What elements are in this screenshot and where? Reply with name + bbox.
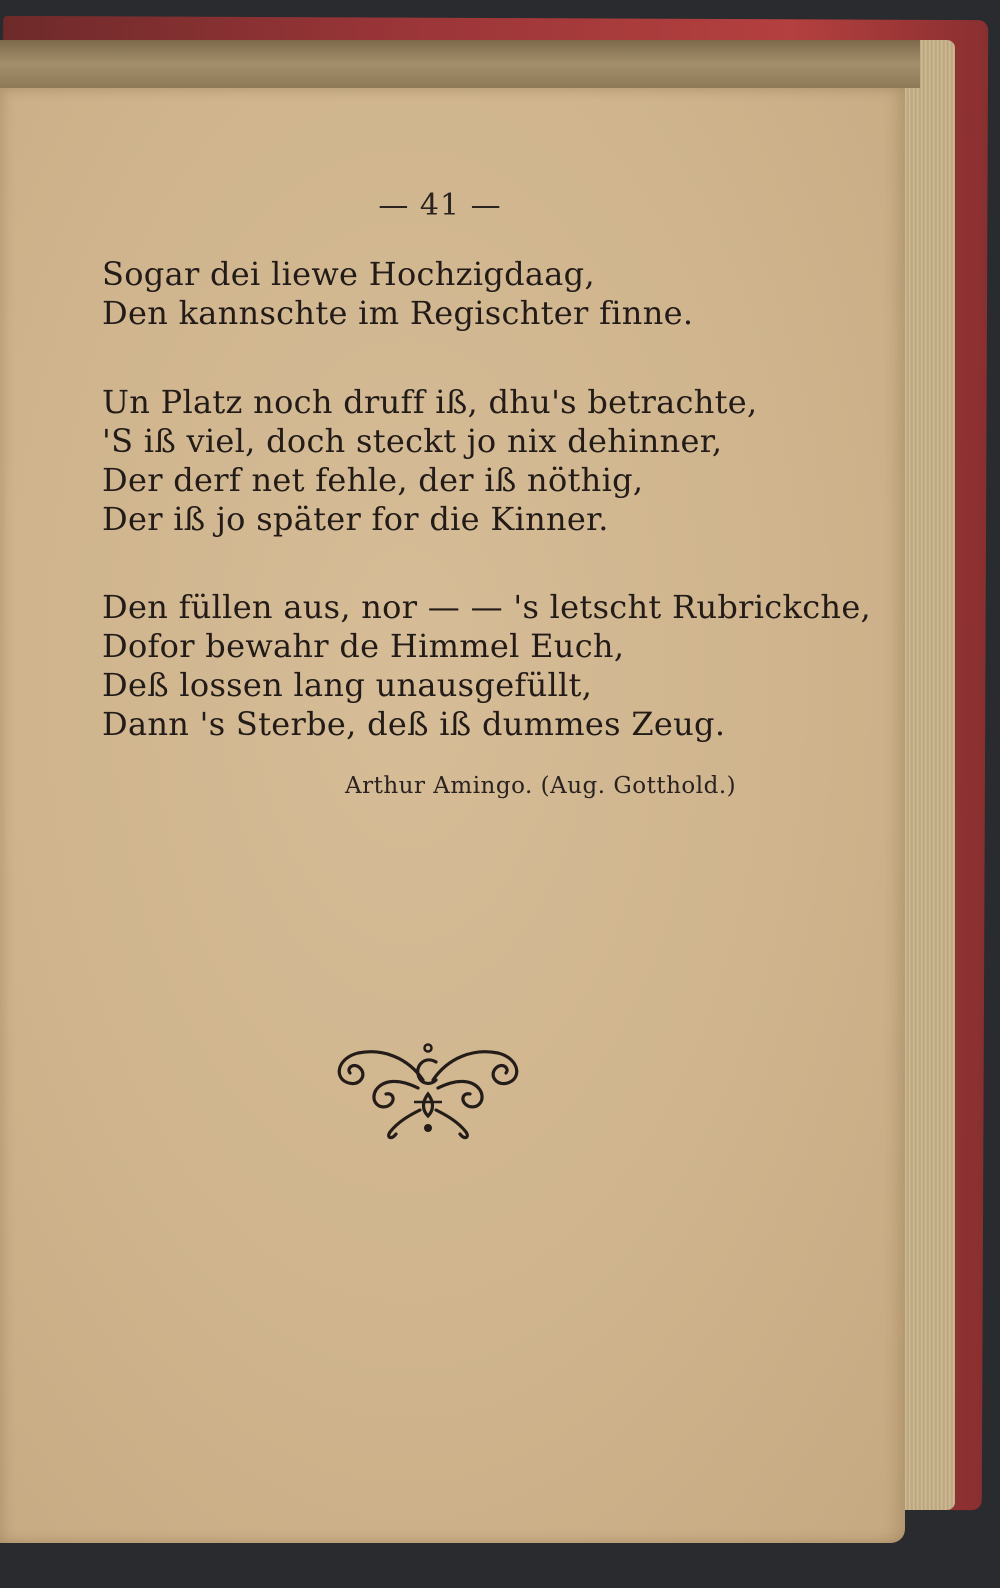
poem-line: Deß lossen lang unausgefüllt, [102, 666, 593, 704]
poem-line: Den füllen aus, nor — — 's letscht Rubrickche, [102, 588, 872, 626]
stanza-2 [102, 383, 758, 539]
poem-line: Dofor bewahr de Himmel Euch, [102, 627, 625, 665]
book-page [0, 88, 905, 1543]
poem-line: Der iß jo später for die Kinner. [102, 500, 609, 538]
poem-line: Un Platz noch druff iß, dhu's betrachte, [102, 383, 758, 421]
author-attribution: Arthur Amingo. (Aug. Gotthold.) [345, 773, 737, 799]
poem-line: 'S iß viel, doch steckt jo nix dehinner, [102, 422, 723, 460]
stanza-1 [102, 255, 693, 333]
stanza-3 [102, 588, 871, 744]
page-number: — 41 — [378, 188, 502, 223]
poem-line: Sogar dei liewe Hochzigdaag, [102, 255, 595, 293]
poem-line: Dann 's Sterbe, deß iß dummes Zeug. [102, 705, 726, 743]
page-top-edge [0, 40, 920, 88]
poem-line: Den kannschte im Regischter finne. [102, 294, 694, 332]
floral-tailpiece-ornament-icon [328, 1018, 528, 1143]
poem-line: Der derf net fehle, der iß nöthig, [102, 461, 644, 499]
